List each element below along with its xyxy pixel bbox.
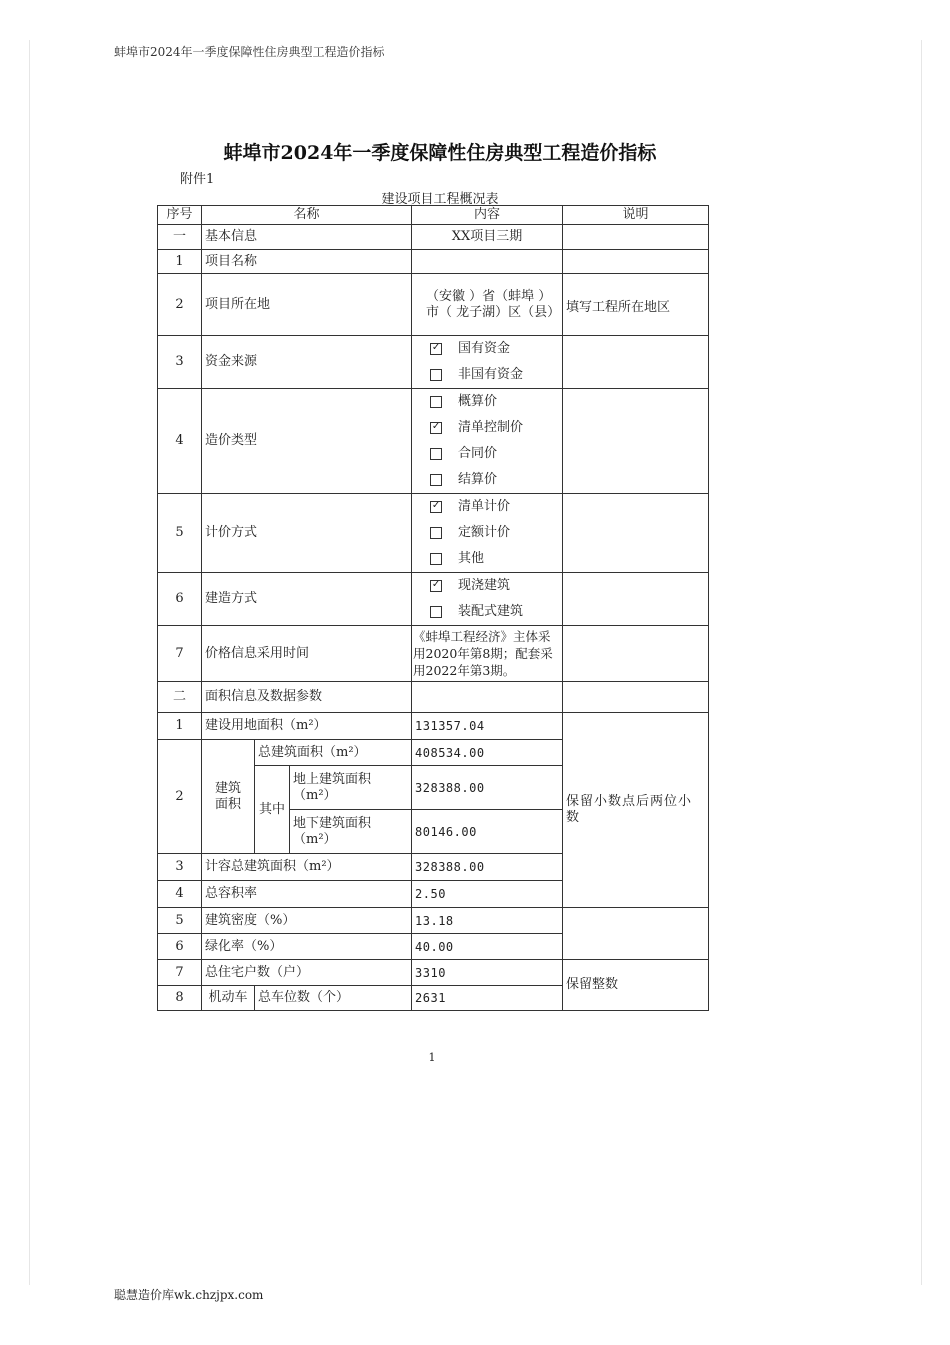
row-name: 地下建筑面积（m²） bbox=[290, 810, 412, 854]
checkbox-option[interactable] bbox=[412, 362, 562, 388]
table-row bbox=[158, 250, 709, 274]
row-seq: 一 bbox=[158, 225, 202, 250]
location-content: （安徽 ）省（蚌埠 ）市（ 龙子湖）区（县） bbox=[412, 274, 563, 336]
checked-box-icon bbox=[430, 580, 442, 592]
row-seq: 3 bbox=[158, 336, 202, 389]
project-overview-table bbox=[157, 205, 709, 1011]
row-seq: 6 bbox=[158, 573, 202, 626]
row-value: 131357.04 bbox=[412, 713, 563, 740]
attachment-label: 附件1 bbox=[180, 172, 215, 187]
row-seq: 4 bbox=[158, 881, 202, 908]
row-value: 328388.00 bbox=[412, 854, 563, 881]
row-name: 绿化率（%） bbox=[202, 934, 412, 960]
vehicle-group: 机动车 bbox=[202, 986, 255, 1011]
unchecked-box-icon bbox=[430, 553, 442, 565]
row-note bbox=[563, 250, 709, 274]
price-info-content: 《蚌埠工程经济》主体采用2020年第8期；配套采用2022年第3期。 bbox=[412, 626, 563, 682]
row-seq: 5 bbox=[158, 494, 202, 573]
document-title-text: 蚌埠市2024年一季度保障性住房典型工程造价指标 bbox=[223, 142, 657, 164]
unchecked-box-icon bbox=[430, 396, 442, 408]
row-seq: 5 bbox=[158, 908, 202, 934]
option-label: 清单控制价 bbox=[458, 420, 524, 435]
unchecked-box-icon bbox=[430, 474, 442, 486]
table-caption: 建设项目工程概况表 bbox=[381, 192, 499, 207]
row-seq: 二 bbox=[158, 682, 202, 713]
row-seq: 3 bbox=[158, 854, 202, 881]
checkbox-option[interactable] bbox=[412, 573, 562, 599]
construction-method-options bbox=[412, 573, 563, 626]
row-value: 2631 bbox=[412, 986, 563, 1011]
funding-options bbox=[412, 336, 563, 389]
row-name: 建筑密度（%） bbox=[202, 908, 412, 934]
row-seq: 1 bbox=[158, 713, 202, 740]
row-seq: 7 bbox=[158, 626, 202, 682]
option-label: 合同价 bbox=[458, 446, 498, 461]
row-note bbox=[563, 626, 709, 682]
row-name: 地上建筑面积（m²） bbox=[290, 766, 412, 810]
decimal-note: 保留小数点后两位小数 bbox=[563, 713, 709, 908]
row-value: 40.00 bbox=[412, 934, 563, 960]
page-number: 1 bbox=[428, 1051, 436, 1064]
row-name: 计价方式 bbox=[202, 494, 412, 573]
row-seq: 2 bbox=[158, 274, 202, 336]
row-value: 328388.00 bbox=[412, 766, 563, 810]
unchecked-box-icon bbox=[430, 369, 442, 381]
option-label: 结算价 bbox=[458, 472, 498, 487]
checkbox-option[interactable] bbox=[412, 441, 562, 467]
table-row bbox=[158, 573, 709, 626]
option-label: 概算价 bbox=[458, 394, 498, 409]
left-margin-line bbox=[29, 40, 30, 1285]
option-label: 国有资金 bbox=[458, 341, 511, 356]
location-note: 填写工程所在地区 bbox=[563, 274, 709, 336]
row-name: 总住宅户数（户） bbox=[202, 960, 412, 986]
checkbox-option[interactable] bbox=[412, 546, 562, 572]
row-seq: 6 bbox=[158, 934, 202, 960]
row-value: 13.18 bbox=[412, 908, 563, 934]
header-seq: 序号 bbox=[158, 206, 202, 225]
checked-box-icon bbox=[430, 343, 442, 355]
row-note bbox=[563, 908, 709, 960]
table-row bbox=[158, 960, 709, 986]
option-label: 定额计价 bbox=[458, 525, 511, 540]
row-value: 80146.00 bbox=[412, 810, 563, 854]
row-value: 408534.00 bbox=[412, 740, 563, 766]
table-row bbox=[158, 389, 709, 494]
running-header: 蚌埠市2024年一季度保障性住房典型工程造价指标 bbox=[114, 45, 385, 59]
row-seq: 4 bbox=[158, 389, 202, 494]
row-value: 3310 bbox=[412, 960, 563, 986]
checked-box-icon bbox=[430, 501, 442, 513]
unchecked-box-icon bbox=[430, 527, 442, 539]
row-note bbox=[563, 494, 709, 573]
table-header-row bbox=[158, 206, 709, 225]
row-name: 资金来源 bbox=[202, 336, 412, 389]
checked-box-icon bbox=[430, 422, 442, 434]
table-row bbox=[158, 908, 709, 934]
table-row bbox=[158, 274, 709, 336]
row-seq: 1 bbox=[158, 250, 202, 274]
row-name: 项目所在地 bbox=[202, 274, 412, 336]
document-title bbox=[0, 138, 880, 165]
row-name: 面积信息及数据参数 bbox=[202, 682, 412, 713]
table-row bbox=[158, 713, 709, 740]
checkbox-option[interactable] bbox=[412, 467, 562, 493]
row-name: 基本信息 bbox=[202, 225, 412, 250]
table-row bbox=[158, 225, 709, 250]
pricing-method-options bbox=[412, 494, 563, 573]
row-note bbox=[563, 682, 709, 713]
unchecked-box-icon bbox=[430, 448, 442, 460]
row-content: XX项目三期 bbox=[412, 225, 563, 250]
table-row bbox=[158, 494, 709, 573]
row-name: 总容积率 bbox=[202, 881, 412, 908]
right-margin-line bbox=[921, 40, 922, 1285]
cost-type-options bbox=[412, 389, 563, 494]
checkbox-option[interactable] bbox=[412, 494, 562, 520]
footer-source: 聪慧造价库wk.chzjpx.com bbox=[114, 1288, 264, 1302]
table-row bbox=[158, 626, 709, 682]
row-note bbox=[563, 573, 709, 626]
row-name: 总车位数（个） bbox=[255, 986, 412, 1011]
header-name: 名称 bbox=[202, 206, 412, 225]
building-area-group: 建筑面积 bbox=[202, 740, 255, 854]
header-content: 内容 bbox=[412, 206, 563, 225]
option-label: 现浇建筑 bbox=[458, 578, 511, 593]
checkbox-option[interactable] bbox=[412, 389, 562, 415]
row-content bbox=[412, 682, 563, 713]
integer-note: 保留整数 bbox=[563, 960, 709, 1011]
unchecked-box-icon bbox=[430, 606, 442, 618]
checkbox-option[interactable] bbox=[412, 415, 562, 441]
row-value: 2.50 bbox=[412, 881, 563, 908]
option-label: 装配式建筑 bbox=[458, 604, 524, 619]
row-name: 建设用地面积（m²） bbox=[202, 713, 412, 740]
table-row bbox=[158, 682, 709, 713]
row-seq: 8 bbox=[158, 986, 202, 1011]
option-label: 其他 bbox=[458, 551, 485, 566]
row-name: 价格信息采用时间 bbox=[202, 626, 412, 682]
row-note bbox=[563, 336, 709, 389]
row-seq: 7 bbox=[158, 960, 202, 986]
header-note: 说明 bbox=[563, 206, 709, 225]
sub-group-label: 其中 bbox=[255, 766, 290, 854]
checkbox-option[interactable] bbox=[412, 599, 562, 625]
table-row bbox=[158, 336, 709, 389]
row-name: 项目名称 bbox=[202, 250, 412, 274]
row-seq: 2 bbox=[158, 740, 202, 854]
row-note bbox=[563, 389, 709, 494]
row-name: 建造方式 bbox=[202, 573, 412, 626]
checkbox-option[interactable] bbox=[412, 336, 562, 362]
checkbox-option[interactable] bbox=[412, 520, 562, 546]
row-name: 计容总建筑面积（m²） bbox=[202, 854, 412, 881]
row-name: 总建筑面积（m²） bbox=[255, 740, 412, 766]
option-label: 非国有资金 bbox=[458, 367, 524, 382]
option-label: 清单计价 bbox=[458, 499, 511, 514]
row-note bbox=[563, 225, 709, 250]
row-content bbox=[412, 250, 563, 274]
row-name: 造价类型 bbox=[202, 389, 412, 494]
